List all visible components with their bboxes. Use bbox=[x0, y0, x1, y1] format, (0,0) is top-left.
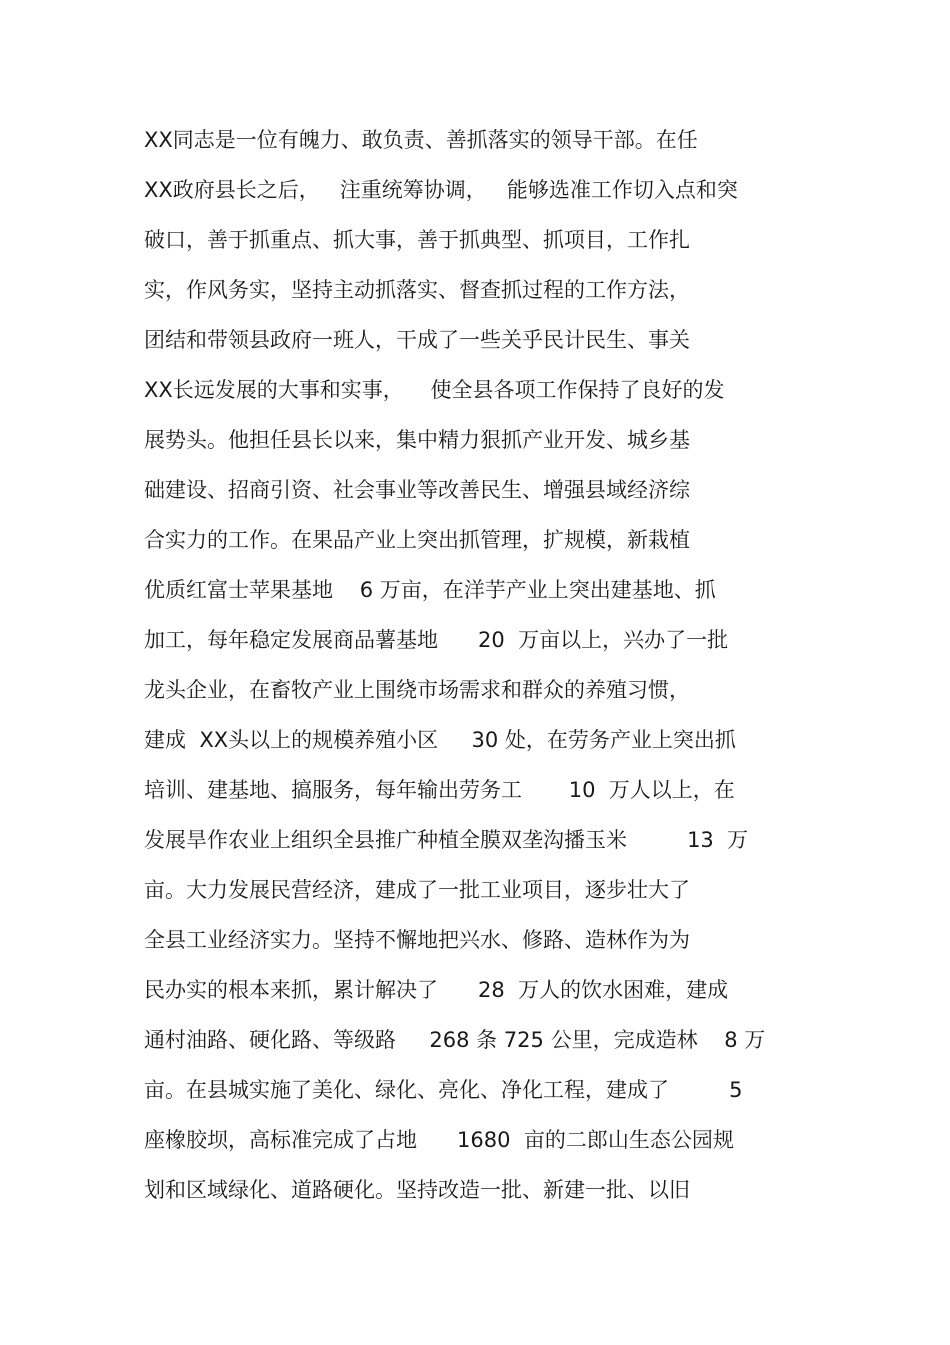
text-line-13: 建成 XX头以上的规模养殖小区 30 处，在劳务产业上突出抓 bbox=[144, 728, 736, 752]
text-line-2: XX政府县长之后， 注重统筹协调， 能够选准工作切入点和突 bbox=[144, 178, 738, 202]
text-line-16: 亩。大力发展民营经济，建成了一批工业项目，逐步壮大了 bbox=[144, 878, 690, 902]
text-line-6: XX长远发展的大事和实事， 使全县各项工作保持了良好的发 bbox=[144, 378, 725, 402]
text-line-4: 实，作风务实，坚持主动抓落实、督查抓过程的工作方法， bbox=[144, 278, 690, 302]
text-line-7: 展势头。他担任县长以来，集中精力狠抓产业开发、城乡基 bbox=[144, 428, 690, 452]
text-line-12: 龙头企业，在畜牧产业上围绕市场需求和群众的养殖习惯， bbox=[144, 678, 690, 702]
text-line-19: 通村油路、硬化路、等级路 268 条 725 公里，完成造林 8 万 bbox=[144, 1028, 766, 1052]
text-line-15: 发展旱作农业上组织全县推广种植全膜双垄沟播玉米 13 万 bbox=[144, 828, 749, 852]
text-line-14: 培训、建基地、搞服务，每年输出劳务工 10 万人以上，在 bbox=[144, 778, 735, 802]
text-line-18: 民办实的根本来抓，累计解决了 28 万人的饮水困难，建成 bbox=[144, 978, 729, 1002]
text-line-3: 破口，善于抓重点、抓大事，善于抓典型、抓项目，工作扎 bbox=[144, 228, 690, 252]
text-line-8: 础建设、招商引资、社会事业等改善民生、增强县域经济综 bbox=[144, 478, 690, 502]
text-line-17: 全县工业经济实力。坚持不懈地把兴水、修路、造林作为为 bbox=[144, 928, 690, 952]
text-line-21: 座橡胶坝，高标准完成了占地 1680 亩的二郎山生态公园规 bbox=[144, 1128, 734, 1152]
text-line-20: 亩。在县城实施了美化、绿化、亮化、净化工程，建成了 5 bbox=[144, 1078, 743, 1102]
text-line-11: 加工，每年稳定发展商品薯基地 20 万亩以上，兴办了一批 bbox=[144, 628, 729, 652]
body-text bbox=[144, 115, 824, 1215]
text-line-1: XX同志是一位有魄力、敢负责、善抓落实的领导干部。在任 bbox=[144, 128, 698, 152]
text-line-10: 优质红富士苹果基地 6 万亩，在洋芋产业上突出建基地、抓 bbox=[144, 578, 716, 602]
text-line-22: 划和区域绿化、道路硬化。坚持改造一批、新建一批、以旧 bbox=[144, 1178, 690, 1202]
text-line-9: 合实力的工作。在果品产业上突出抓管理，扩规模，新栽植 bbox=[144, 528, 690, 552]
text-line-5: 团结和带领县政府一班人，干成了一些关乎民计民生、事关 bbox=[144, 328, 690, 352]
